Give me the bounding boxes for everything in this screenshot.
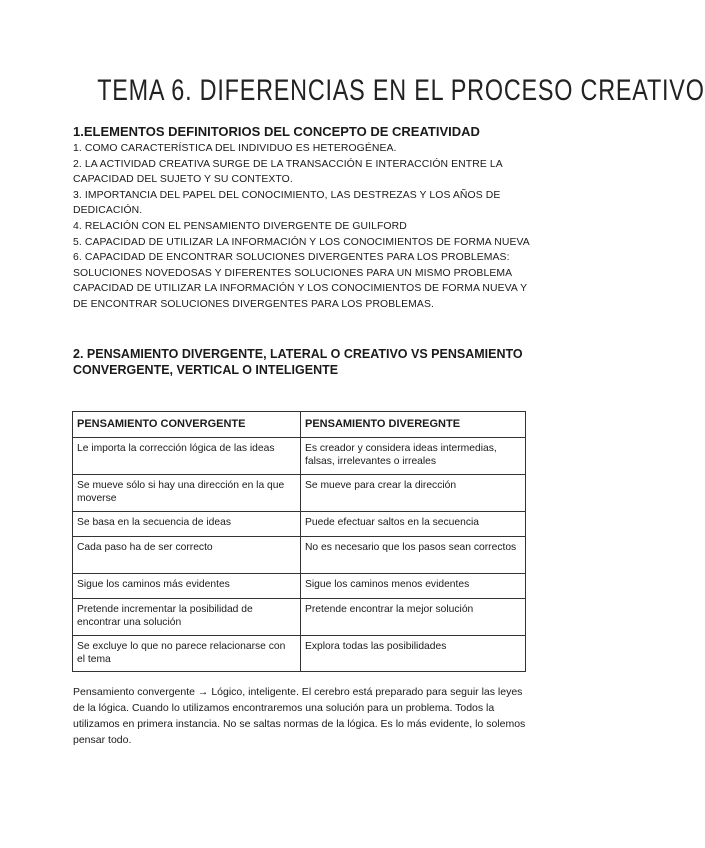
table-cell: Le importa la corrección lógica de las ideas <box>73 438 301 475</box>
list-item: 4. RELACIÓN CON EL PENSAMIENTO DIVERGENTE DE GUILFORD <box>73 220 407 232</box>
comparison-table <box>72 411 526 672</box>
table-cell: Se excluye lo que no parece relacionarse con el tema <box>73 636 301 672</box>
table-row <box>73 574 526 599</box>
column-header-divergent: PENSAMIENTO DIVEREGNTE <box>301 412 526 438</box>
conclusion-paragraph: Pensamiento convergente → Lógico, inteligente. El cerebro está preparado para seguir las leyes de la lógica. Cuando lo utilizamos encontraremos una solución para un problema. Todos la utilizamos en primera instancia. No se saltas normas de la lógica. Es lo más evidente, lo solemos pensar todo. <box>73 686 526 746</box>
section-comparison <box>73 346 533 379</box>
list-item: 3. IMPORTANCIA DEL PAPEL DEL CONOCIMIENTO, LAS DESTREZAS Y LOS AÑOS DE DEDICACIÓN. <box>73 189 501 217</box>
section-definitions <box>73 124 533 313</box>
table-cell: Sigue los caminos más evidentes <box>73 574 301 599</box>
table-row <box>73 512 526 537</box>
table-row <box>73 438 526 475</box>
table-cell: No es necesario que los pasos sean correctos <box>301 537 526 574</box>
table-row <box>73 475 526 512</box>
table-cell: Pretende encontrar la mejor solución <box>301 599 526 636</box>
page-title: TEMA 6. DIFERENCIAS EN EL PROCESO CREATIVO <box>97 74 705 107</box>
list-item: 1. COMO CARACTERÍSTICA DEL INDIVIDUO ES HETEROGÉNEA. <box>73 143 397 154</box>
section-1-heading: 1.ELEMENTOS DEFINITORIOS DEL CONCEPTO DE CREATIVIDAD <box>73 124 480 139</box>
table-cell: Sigue los caminos menos evidentes <box>301 574 526 599</box>
table-cell: Se basa en la secuencia de ideas <box>73 512 301 537</box>
table-row <box>73 537 526 574</box>
table-cell: Se mueve sólo si hay una dirección en la que moverse <box>73 475 301 512</box>
list-item: 5. CAPACIDAD DE UTILIZAR LA INFORMACIÓN Y LOS CONOCIMIENTOS DE FORMA NUEVA <box>73 236 530 248</box>
table-cell: Cada paso ha de ser correcto <box>73 537 301 574</box>
list-item: 2. LA ACTIVIDAD CREATIVA SURGE DE LA TRANSACCIÓN E INTERACCIÓN ENTRE LA CAPACIDAD DEL SUJETO Y SU CONTEXTO. <box>73 158 503 186</box>
table-cell: Pretende incrementar la posibilidad de encontrar una solución <box>73 599 301 636</box>
table-header-row <box>73 412 526 438</box>
table-cell: Se mueve para crear la dirección <box>301 475 526 512</box>
column-header-convergent: PENSAMIENTO CONVERGENTE <box>73 412 301 438</box>
section-2-heading: 2. PENSAMIENTO DIVERGENTE, LATERAL O CREATIVO VS PENSAMIENTO CONVERGENTE, VERTICAL O INTELIGENTE <box>73 347 523 377</box>
table-cell: Explora todas las posibilidades <box>301 636 526 672</box>
table-row <box>73 599 526 636</box>
table-cell: Puede efectuar saltos en la secuencia <box>301 512 526 537</box>
list-item: 6. CAPACIDAD DE ENCONTRAR SOLUCIONES DIVERGENTES PARA LOS PROBLEMAS: SOLUCIONES NOVEDOSAS Y DIFERENTES SOLUCIONES PARA UN MISMO PROBLEMA CAPACIDAD DE UTILIZAR LA INFORMACIÓN Y LOS CONOCIMIENTOS DE FORMA NUEVA Y DE ENCONTRAR SOLUCIONES DIVERGENTES PARA LOS PROBLEMAS. <box>73 252 527 310</box>
table-cell: Es creador y considera ideas intermedias, falsas, irrelevantes o irreales <box>301 438 526 475</box>
table-row <box>73 636 526 672</box>
